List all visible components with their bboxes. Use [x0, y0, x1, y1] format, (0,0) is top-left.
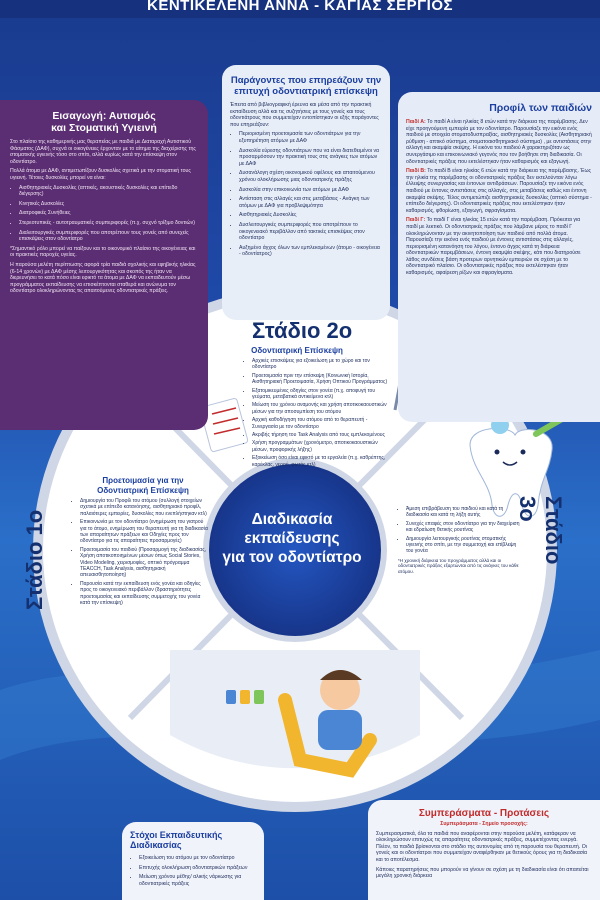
- stage-3-note: *Η χρονική διάρκεια του προγράμματος αλλά και οι οδοντιατρικές πράξεις εξαρτώνται από τις ανάγκες του κάθε ατόμου.: [398, 557, 519, 575]
- list-item: • Επικοινωνία με τον οδοντίατρο (ενημέρωση του γιατρού για το άτομο, ενημέρωση του θεραπευτή για τη διαδικασία των απαραίτητων πράξεων και Οδηγίες προς τον οδοντίατρο για τις απαραίτητες προσαρμογές): [80, 519, 208, 545]
- list-item: • Επιτυχής ολοκλήρωση οδοντιατρικών πράξεων: [139, 865, 256, 872]
- list-item: • Συνεχές επαφές στον οδοντίατρο για την διαχείριση και εδραίωση θετικής ρουτίνας: [406, 521, 520, 534]
- stage-1-body: [72, 498, 208, 609]
- stage-2-body: [244, 358, 394, 470]
- list-item: • Αυξημένο άγχος όλων των εμπλεκομένων (άτομο - οικογένεια - οδοντίατρος): [239, 245, 382, 258]
- list-item: • Περιορισμένη προετοιμασία των οδοντιάτρων για την εξυπηρέτηση ατόμων με ΔΑΦ: [239, 131, 382, 144]
- list-item: • Εξοικείωση του ατόμου με τον οδοντίατρο: [139, 855, 256, 862]
- dental-chair-scene: [170, 650, 420, 770]
- stage-3-body: [398, 506, 520, 575]
- child-tag: Παιδί Γ:: [406, 217, 426, 224]
- wheel-center-text: [222, 510, 362, 567]
- conclusions-title: Συμπεράσματα - Προτάσεις: [418, 808, 550, 819]
- child-tag: Παιδί Α:: [406, 119, 426, 125]
- list-item: • Διαλειτουργικές συμπεριφορές που αποτρέπουν τους γονείς από συνεχείς επισκέψεις στον οδοντίατρο: [19, 230, 198, 243]
- child-text: Το παιδί Α είναι ηλικίας 8 ετών κατά την διάρκεια της παρέμβασης. Δεν είχε προηγούμενη εμπειρία με τον οδοντίατρο. Παρουσίαζε την εικόνα ενός παιδιού με στοιχεία στοματοδυσπραξίας, αισθητηριακές δυσκολίες (Αισθητηριακή ρύθμιση - απτικό σύστημα, στοματοαισθητηριακό σύστημα) , με αντιστάσεις στην αλλαγή και ακαμψία σκέψης. Η εικόνα του παιδιού Α χαρακτηριζόταν ως συνεργάσιμο και επικοινωνιακό γεγονός που τον βοήθησε στη διαδικασία. Οι οδοντιατρικές πράξεις που εκτελέστηκαν ήταν καθαρισμός και εξαγωγή.: [406, 119, 592, 165]
- list-item: • Δυσκολία στην επικοινωνία των ατόμων με ΔΑΦ: [239, 187, 382, 194]
- factors-panel: [222, 65, 390, 320]
- list-item: • Δυσκολία εύρεσης οδοντιάτρων που να είναι διατεθειμένοι να προσαρμόσουν την πρακτική τους στις ανάγκες των ατόμων με ΔΑΦ: [239, 148, 382, 168]
- child-profile: [406, 119, 592, 165]
- child-profile: [406, 217, 592, 276]
- child-profile: [406, 168, 592, 214]
- stage-2-label: Στάδιο 2ο: [252, 318, 353, 343]
- list-item: • Παρουσία κατά την εκπαίδευση ενός γονέα και οδηγίες προς το οικογενειακό περιβάλλον (δραστηριότητες προετοιμασίας και εκπαίδευσης συμμετοχής του γονέα κατά την επίσκεψη): [80, 581, 208, 607]
- center-line: Διαδικασία: [251, 511, 333, 528]
- child-text: Το παιδί Γ είναι ηλικίας 15 ετών κατά την παρέμβαση. Πρόκειται για παιδί με λεκτικό. Οι οδοντιατρικές πράξεις που λάμβανε μέρος το παιδί Γ ολοκληρώνονταν με την ακινητοποίηση των παιδιού από πολλά άτομα. Παρουσίαζε την εικόνα ενός παιδιού με έντονες αντιστάσεις στις αλλαγές, περιορισμένη κατανόηση του λόγου, έντονο άγχος κατά τη διάρκεια οδοντιατρικών παρεμβάσεων, έντονη ακαμψία σκέψης, κάτι που διατηρούσε λάθος συνδέσεις βάση προτερων αρνητικών εμπειριών σε σχέση με το οδοντιατρικό πλαίσιο. Οι οδοντιατρικές πράξεις που εκτελέστηκαν ήταν καθαρισμός, αφαίρεση ρίζων και σφραγίσματα.: [406, 217, 581, 277]
- list-item: • Δημιουργία του Προφίλ του ατόμου (συλλογή στοιχείων σχετικά με επίπεδο κατανόησης, αισθητηριακό προφίλ, παλαιότερες εμπειρίες, δυσκολίες που ενεπλήστηκαν κτλ): [80, 498, 208, 517]
- intro-difficulty-list: [10, 185, 198, 243]
- center-line: για τον οδοντίατρο: [222, 549, 362, 566]
- list-item: • Προετοιμασία του παιδιού (Προσαρμογή της διαδικασίας, Χρήση αποτικοποιημένων μέσων όπως Social Stories, Video Modeling, χειρισμοφίες, οπτικό πρόγραμμα TEACCH, Task Analysis, αισθητηριακή απευαισθητοποίηση): [80, 547, 208, 579]
- list-item: • Δυσλειτουργικές συμπεριφορές που αποτρέπουν το οικογενειακό περιβάλλον από τακτικές επισκέψεις στον οδοντίατρο: [239, 222, 382, 242]
- list-item: • Στερεοτυπικές - αυτοτραυματικές συμπεριφορές (π.χ. συχνό τρίξιμο δοντιών): [19, 220, 198, 227]
- intro-note: *Σημαντικό ρόλο μπορεί να παίξουν και το οικονομικό πλαίσιο της οικογένειας και οι πρακτικές παροχές υγείας.: [10, 245, 196, 259]
- list-item: • Δημιουργία λειτουργικής ρουτίνας στοματικής υγιεινής στο σπίτι, με την συμμετοχή και επίβλεψη του γονέα: [406, 536, 520, 555]
- list-item: • Μείωση του χρόνου αναμονής και χρήση αποτικοκαουστικών μέσων για την αποσυμπίεση του ατόμου: [252, 402, 394, 415]
- intro-paragraph: Η παρούσα μελέτη περίπτωσης αφορά τρία παιδιά σχολικής και εφηβικής ηλικίας (6-14 χρονών) με ΔΑΦ μέσης λειτουργικότητας και σκοπός της ήταν να διερευνήσει το κατά πόσο είναι εφικτό τα άτομα με ΔΑΦ να εκπαιδευτούν μέσω προγράμματος εκπαίδευσης να επισκέπτονται σταθερά και ανώνυμα τον οδοντίατρο ολοκληρώνοντας τις απαιτούμενες οδοντιατρικές πράξεις.: [10, 261, 196, 295]
- factors-list: [230, 131, 382, 258]
- profile-panel: [398, 92, 600, 422]
- list-item: • Δυσανάλογη σχέση οικονομικού οφέλους και απαιτούμενου χρόνου ολοκλήρωσης μιας οδοντιατρικής πράξης: [239, 170, 382, 183]
- list-item: • Εξοικείωση όσο είναι εφικτό με τα εργαλεία (π.χ. καθρέπτης, καρέκλας, νερού, φωτός κτλ): [252, 455, 394, 468]
- list-item: • Αντίσταση στις αλλαγές και στις μεταβάσεις - Ανάγκη των ατόμων με ΔΑΦ για προβλεψιμότητα: [239, 196, 382, 209]
- child-text: Το παιδί Β είναι ηλικίας 6 ετών κατά την διάρκεια της παρέμβασης. Έως την ηλικία της παρέμβασης οι οδοντιατρικές πράξεις δεν εκτελούνταν λόγω έλλειψης συνεργασίας και έντονων αντιδράσεων. Παρουσίαζε την εικόνα ενός παιδιού με έντονες αντιστάσεις στις αλλαγές, στις μεταβάσεις καθώς και έντονη ακαμψία σκέψης. Τέλος αντιμετώπιζε αισθητηριακές δυσκολίες (απτικό σύστημα - επίπεδο διέγερσης). Οι οδοντιατρικές πράξεις που εκτελέστηκαν ήταν καθαρισμός, φθορίωση, εξαγωγή, σφραγίσματα.: [406, 168, 592, 214]
- goals-list: [130, 855, 256, 887]
- intro-panel: [0, 100, 208, 430]
- authors-header: ΚΕΝΤΙΚΕΛΕΝΗ ΑΝΝΑ - ΚΑΓΙΑΣ ΣΕΡΓΙΟΣ: [0, 0, 600, 18]
- intro-paragraph: Στο πλαίσιο της καθημερινής μας θεραπείας με παιδιά με Διαταραχή Αυτιστικού Φάσματος (ΔΑΦ), συχνά οι οικογένειες έρχονταν με το αίτημα της διαχείρισης της στοματικής υγιεινής τόσο στο σπίτι, αλλά κυρίως κατά την επίσκεψη στον οδοντίατρο.: [10, 139, 196, 165]
- conclusions-paragraph: Συμπερασματικά, όλα τα παιδιά που αναφέρονται στην παρούσα μελέτη, κατάφεραν να ολοκληρώσουν επιτυχώς τις απαραίτητες οδοντιατρικές πράξεις, συμμετέχοντας ενεργά. Πλέον, τα παιδιά βρίσκονται στο στάδιο της αυτονομίας από τη παρουσία του θεραπευτή. Οι γονείς και οι οδοντίατροι που συμμετείχαν αναφέρθηκαν με θετικούς όρους για τη διαδικασία και το αποτέλεσμα.: [376, 830, 588, 863]
- factors-intro: Έπειτα από βιβλιογραφική έρευνα και μέσα από την πρακτική εκπαίδευση αλλά και τις συζητήσεις με τους γονείς και τους οδοντιάτρους που συμμετείχαν εντοπίστηκαν οι εξής παράγοντες που επηρεάζουν:: [230, 102, 379, 128]
- list-item: • Εξατομικευμένες οδηγίες στον γονέα (π.χ. αποφυγή του γεύματα, μεταβατικά αντικείμενα κτλ): [252, 388, 394, 401]
- intro-title: [10, 110, 198, 134]
- intro-paragraph: Πολλά άτομα με ΔΑΦ, αντιμετωπίζουν δυσκολίες σχετικά με την στοματική τους υγιεινή. Τέτοιες δυσκολίες μπορεί να είναι:: [10, 168, 191, 181]
- list-item: • Διατροφικές Συνήθειες: [19, 210, 198, 217]
- list-item: • Χρήση προγραμμάτων (χρονόμετρο, αποτικοκαουστικών μέσων, προφορικής λήξης): [252, 440, 394, 453]
- list-item: • Κινητικές Δυσκολίες: [19, 201, 198, 208]
- goals-panel: [122, 822, 264, 900]
- stage-1-label: Στάδιο 1ο: [22, 509, 47, 610]
- goals-title: Στόχοι Εκπαιδευτικής Διαδικασίας: [130, 830, 223, 850]
- stage-2-title: Οδοντιατρική Επίσκεψη: [251, 346, 343, 355]
- child-tag: Παιδί Β:: [406, 168, 426, 175]
- conclusions-panel: [368, 800, 600, 900]
- conclusions-subtitle: Συμπεράσματα - Σημείο προσοχής:: [440, 821, 528, 827]
- list-item: • Ακριβής τήρηση του Task Analysis από τους εμπλεκομένους: [252, 432, 394, 438]
- profile-title: Προφίλ των παιδιών: [489, 102, 592, 114]
- list-item: • Προετοιμασία πριν την επίσκεψη (Κοινωνική Ιστορία, Αισθητηριακή Προετοιμασία, Χρήση Οπτικού Προγράμματος): [252, 373, 394, 386]
- stage-3-label: Στάδιο 3ο: [515, 496, 566, 565]
- intro-title-line1: Εισαγωγή: Αυτισμός: [52, 110, 156, 122]
- list-item: • Μείωση χρόνου μέθης/ αλικής νάρκωσης για οδοντιατρικές πράξεις: [139, 874, 256, 887]
- intro-title-line2: και Στοματική Υγιεινή: [51, 122, 157, 134]
- list-item: • Αισθητηριακές Δυσκολίες (απτικές, ακουστικές δυσκολίες και επίπεδο διέγερσης): [19, 185, 198, 198]
- list-item: • Άμεση επιβράβευση του παιδιού και κατά τη διαδικασία και κατά τη λήξη αυτής: [406, 506, 520, 519]
- list-item: • Αισθητηριακές Δυσκολίες: [239, 212, 382, 219]
- factors-title: Παράγοντες που επηρεάζουν την επιτυχή οδοντιατρική επίσκεψη: [230, 75, 382, 97]
- list-item: • Αρχικές επισκέψεις για εξοικείωση με το χώρο και τον οδοντίατρο: [252, 358, 394, 371]
- conclusions-paragraph: Κάποιες παρατηρήσεις που μπορούν να γίνουν σε σχέση με τη διαδικασία είναι ότι απαιτείται μεγάλη χρονική διάρκεια: [376, 866, 589, 880]
- center-line: εκπαίδευσης: [244, 530, 340, 547]
- stage-1-title: Προετοιμασία για την Οδοντιατρική Επίσκεψη: [97, 476, 189, 495]
- list-item: • Αρχική καθοδήγηση του ατόμου από το θεραπευτή - Συνεργασία με τον οδοντίατρο: [252, 417, 394, 430]
